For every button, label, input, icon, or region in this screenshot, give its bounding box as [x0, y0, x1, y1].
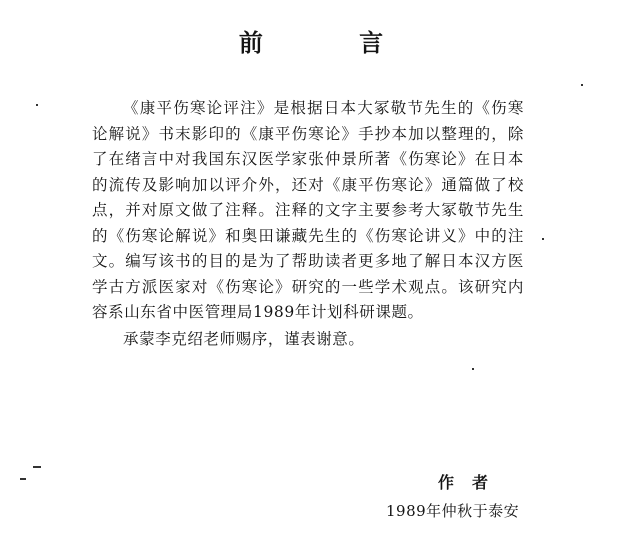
- scan-speck: [581, 84, 583, 86]
- signature-date: 1989年仲秋于泰安: [386, 502, 520, 520]
- scan-speck: [33, 466, 41, 468]
- scan-speck: [472, 368, 474, 370]
- scan-speck: [36, 104, 38, 106]
- signature-author: 作者: [438, 473, 507, 492]
- preface-paragraph-2: 承蒙李克绍老师赐序，谨表谢意。: [123, 330, 365, 348]
- page-title: 前 言: [238, 28, 428, 57]
- scan-speck: [542, 238, 544, 240]
- scan-speck: [20, 478, 26, 480]
- preface-paragraph-1: 《康平伤寒论评注》是根据日本大冢敬节先生的《伤寒论解说》书末影印的《康平伤寒论》手抄本加以整理的，除了在绪言中对我国东汉医学家张仲景所著《伤寒论》在日本的流传及影响加以评介外，还对《康平伤寒论》通篇做了校点，并对原文做了注释。注释的文字主要参考大冢敬节先生的《伤寒论解说》和奥田谦藏先生的《伤寒论讲义》中的注文。编写该书的目的是为了帮助读者更多地了解日本汉方医学古方派医家对《伤寒论》研究的一些学术观点。该研究内容系山东省中医管理局1989年计划科研课题。: [92, 99, 524, 321]
